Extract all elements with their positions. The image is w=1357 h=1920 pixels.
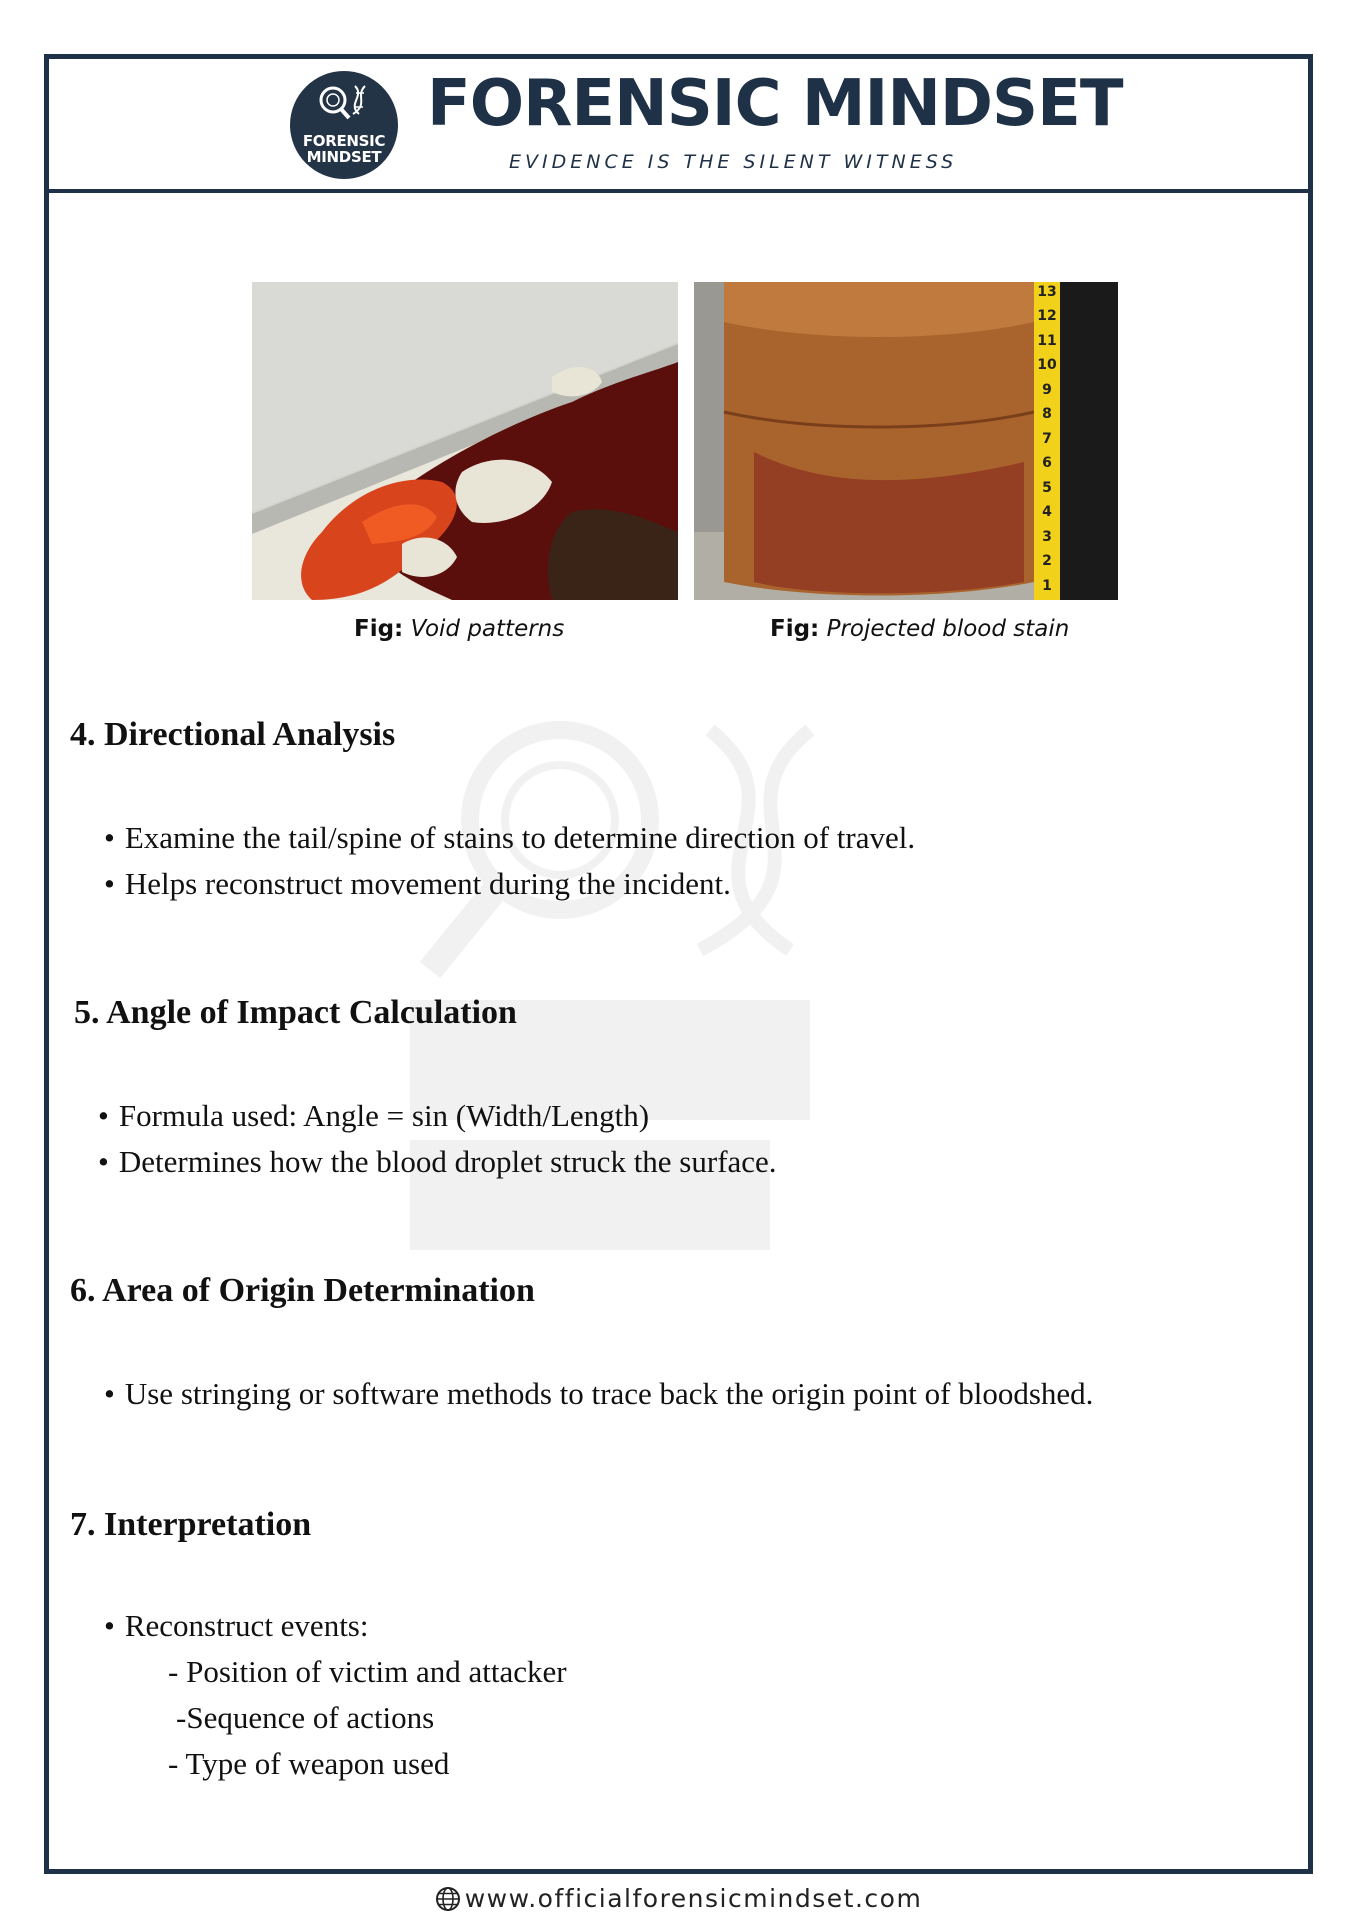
- ruler-number: 5: [1042, 479, 1052, 496]
- section-heading-area-of-origin: 6. Area of Origin Determination: [70, 1272, 535, 1309]
- bullet-item: • Use stringing or software methods to trace back the origin point of bloodshed.: [104, 1376, 1093, 1412]
- section-heading-directional-analysis: 4. Directional Analysis: [70, 716, 396, 753]
- section-heading-interpretation: 7. Interpretation: [70, 1506, 312, 1543]
- ruler-number: 6: [1042, 455, 1052, 472]
- brand-tagline: EVIDENCE IS THE SILENT WITNESS: [509, 151, 958, 173]
- ruler-number: 7: [1042, 430, 1052, 447]
- ruler-number: 8: [1042, 406, 1052, 423]
- bullet-item: • Helps reconstruct movement during the incident.: [104, 866, 731, 902]
- caption-text: Void patterns: [410, 616, 565, 642]
- caption-prefix: Fig:: [354, 616, 404, 642]
- logo-text-line1: FORENSIC: [302, 132, 386, 150]
- footer: [0, 1884, 1357, 1913]
- sub-item: - Type of weapon used: [168, 1746, 450, 1781]
- ruler-number: 13: [1037, 284, 1057, 300]
- ruler-number: 9: [1042, 381, 1052, 398]
- brand-title: FORENSIC MINDSET: [427, 67, 1123, 141]
- ruler-number: 1: [1042, 577, 1052, 594]
- brand-logo: [290, 71, 398, 179]
- ruler-number: 10: [1037, 357, 1057, 374]
- ruler-number: 4: [1042, 504, 1052, 521]
- ruler-number: 2: [1042, 553, 1052, 570]
- figure-caption-projected-blood-stain: [770, 616, 1069, 642]
- magnifier-dna-icon: [317, 84, 371, 128]
- figure-void-patterns-image: [252, 282, 678, 600]
- bullet-item: • Reconstruct events:: [104, 1608, 369, 1644]
- footer-website-link[interactable]: www.officialforensicmindset.com: [464, 1884, 923, 1913]
- section-heading-angle-of-impact: 5. Angle of Impact Calculation: [74, 994, 517, 1031]
- logo-text-line2: MINDSET: [306, 148, 382, 166]
- figure-projected-blood-stain-image: [694, 282, 1118, 600]
- caption-text: Projected blood stain: [826, 616, 1070, 642]
- caption-prefix: Fig:: [770, 616, 820, 642]
- bullet-item: • Examine the tail/spine of stains to determine direction of travel.: [104, 820, 915, 856]
- ruler-number: 3: [1042, 528, 1052, 545]
- header: [49, 59, 1308, 193]
- ruler-number: 12: [1037, 308, 1057, 325]
- figure-caption-void-patterns: [354, 616, 564, 642]
- sub-item: -Sequence of actions: [176, 1700, 435, 1735]
- ruler-number: 11: [1037, 332, 1057, 349]
- bullet-item: • Determines how the blood droplet struck the surface.: [98, 1144, 777, 1180]
- bullet-item: • Formula used: Angle = sin (Width/Length): [98, 1098, 649, 1134]
- sub-item: - Position of victim and attacker: [168, 1654, 567, 1689]
- page-frame: [44, 54, 1313, 1874]
- globe-icon: [435, 1886, 461, 1912]
- ruler-scale: [1034, 282, 1060, 600]
